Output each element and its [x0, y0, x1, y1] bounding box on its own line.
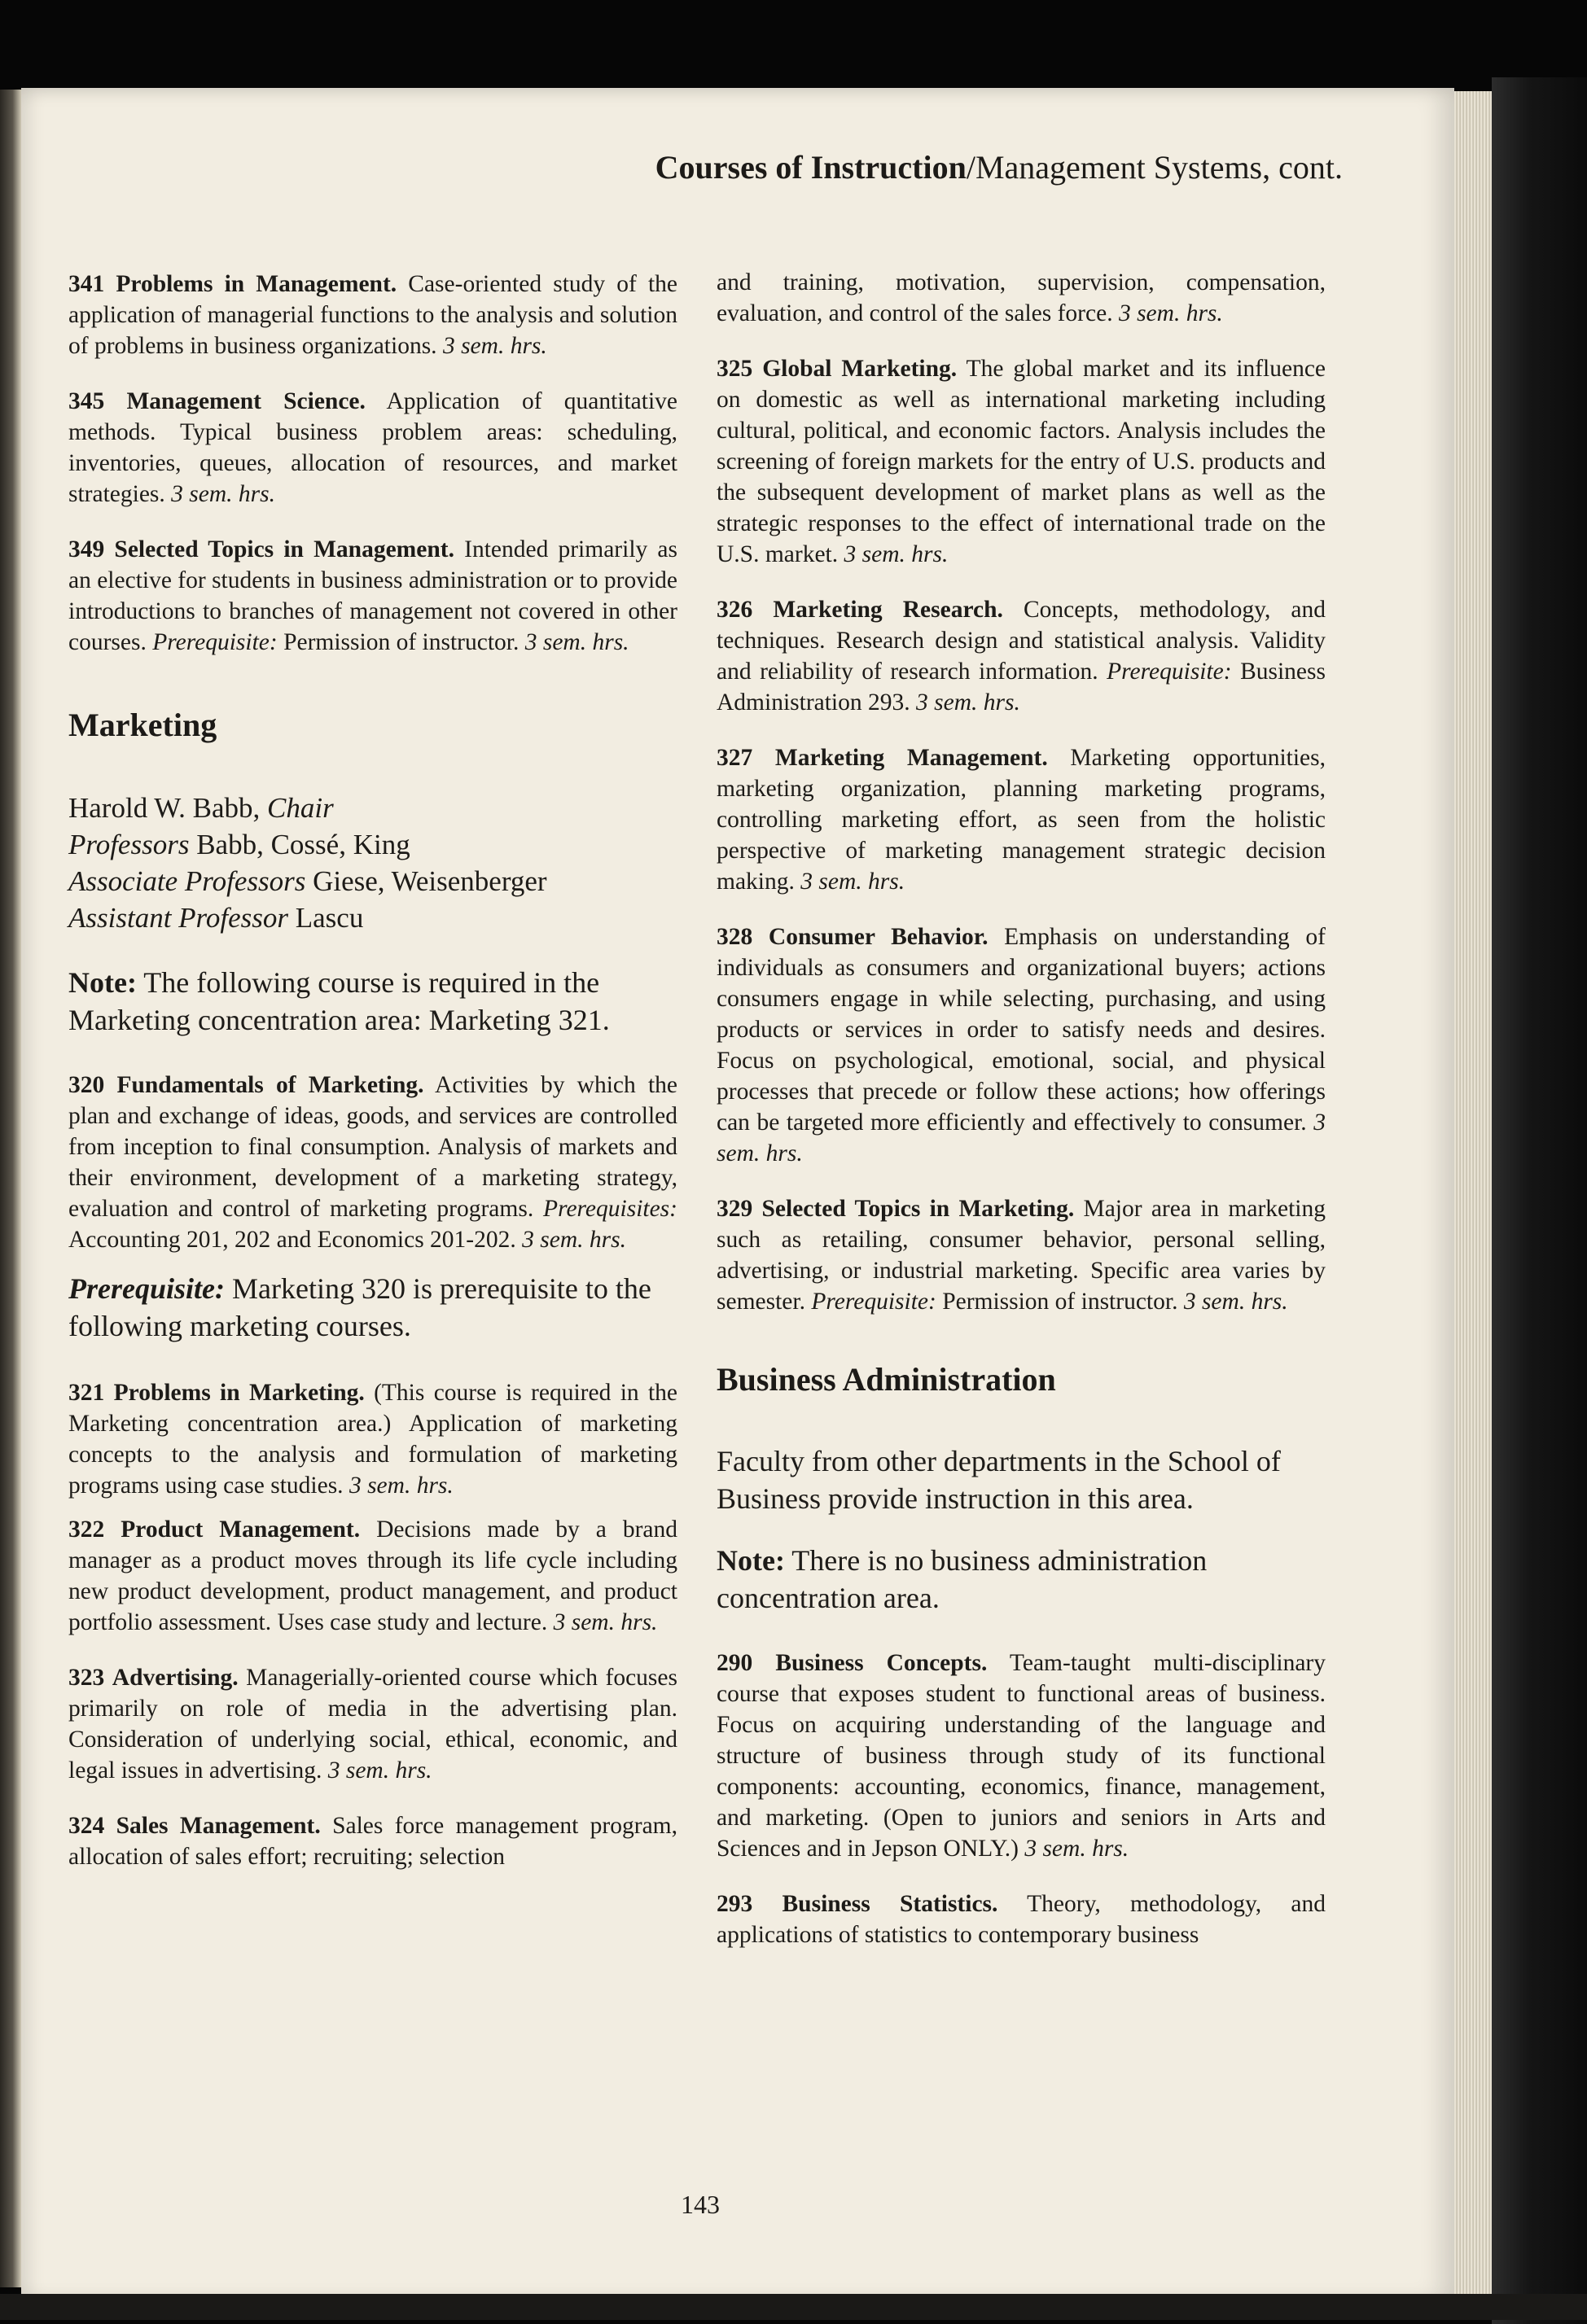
course-number: 328 — [717, 924, 753, 950]
course-description: Case-oriented study of the application of managerial functions to the analysis and solution of problems in business organizations. — [68, 271, 677, 359]
business-note — [717, 1542, 1326, 1617]
prereq-text: Marketing 320 is prerequisite to the following marketing courses. — [68, 1272, 651, 1342]
faculty-associate — [68, 863, 677, 899]
course-328 — [717, 921, 1326, 1169]
chair-name: Harold W. Babb, — [68, 792, 268, 824]
note-text: There is no business administration concentration area. — [717, 1544, 1208, 1614]
course-hours: 3 sem. hrs. — [844, 541, 949, 567]
faculty-assistant — [68, 899, 677, 936]
marketing-note — [68, 964, 677, 1039]
course-327 — [717, 742, 1326, 897]
prerequisite-label: Prerequisite: — [1107, 659, 1232, 685]
course-description: The global market and its influence on domestic as well as international marketing including cultural, political, and economic factors. Analysis includes the screening of foreign markets for the entry of U.S. products and the subsequent development of market plans as well as the strategic responses to the effect of international trade on the U.S. market. — [717, 356, 1326, 567]
course-number: 322 — [68, 1517, 105, 1543]
course-title: Sales Management. — [116, 1813, 321, 1839]
associate-title: Associate Professors — [68, 865, 306, 897]
course-320 — [68, 1070, 677, 1255]
bottom-shadow — [0, 2294, 1587, 2320]
course-329 — [717, 1193, 1326, 1317]
course-title: Problems in Marketing. — [113, 1380, 365, 1406]
course-description-cont: Accounting 201, 202 and Economics 201-202. — [68, 1227, 523, 1253]
assistant-title: Assistant Professor — [68, 902, 288, 934]
right-column — [717, 267, 1326, 1975]
course-324 — [68, 1810, 677, 1872]
course-hours: 3 sem. hrs. — [1183, 1289, 1288, 1315]
course-number: 321 — [68, 1380, 105, 1406]
course-title: Global Marketing. — [762, 356, 958, 382]
course-description: Application of quantitative methods. Typical business problem areas: scheduling, inventories, queues, allocation of resources, and market strategies. — [68, 388, 677, 507]
course-hours: 3 sem. hrs. — [916, 689, 1020, 716]
professors-title: Professors — [68, 829, 190, 860]
book-left-edge — [0, 90, 21, 2287]
course-title: Selected Topics in Marketing. — [761, 1196, 1075, 1222]
course-title: Fundamentals of Marketing. — [116, 1072, 424, 1098]
course-description: (This course is required in the Marketing concentration area.) Application of marketing concepts to the analysis and formulation of marketing programs using case studies. — [68, 1380, 678, 1499]
course-description: Marketing opportunities, marketing organization, planning marketing programs, controlling marketing effort, as seen from the holistic perspective of marketing management strategic decision making. — [717, 745, 1326, 895]
course-title: Advertising. — [112, 1665, 239, 1691]
course-description: Team-taught multi-disciplinary course that exposes student to functional areas of business. Focus on acquiring understanding of the language and structure of business through study of its functional components: accounting, economics, finance, management, and marketing. (Open to juniors and seniors in Arts and Sciences and in Jepson ONLY.) — [717, 1650, 1326, 1862]
course-description-cont: Business Administration 293. — [717, 659, 1326, 716]
left-column — [68, 269, 677, 1897]
marketing-prerequisite-note — [68, 1270, 677, 1345]
course-hours: 3 sem. hrs. — [1118, 300, 1223, 326]
business-intro: Faculty from other departments in the School of Business provide instruction in this area. — [717, 1445, 1281, 1515]
course-hours: 3 sem. hrs. — [171, 481, 275, 507]
book-cover-edge — [1492, 77, 1587, 2324]
course-title: Business Concepts. — [775, 1650, 988, 1676]
course-number: 320 — [68, 1072, 105, 1098]
course-title: Selected Topics in Management. — [114, 536, 454, 562]
course-345 — [68, 386, 677, 510]
page-number: 143 — [681, 2190, 720, 2219]
course-hours: 3 sem. hrs. — [553, 1609, 658, 1635]
course-hours: 3 sem. hrs. — [717, 1109, 1326, 1166]
course-title: Product Management. — [121, 1517, 361, 1543]
running-header — [366, 148, 1343, 186]
page-stack-edge — [1454, 91, 1493, 2301]
course-325 — [717, 353, 1326, 570]
course-description: Intended primarily as an elective for students in business administration or to provide introductions to branches of management not covered in other courses. — [68, 536, 678, 655]
course-hours: 3 sem. hrs. — [522, 1227, 626, 1253]
course-290 — [717, 1648, 1326, 1864]
faculty-professors — [68, 826, 677, 863]
course-description: Theory, methodology, and applications of statistics to contemporary business — [717, 1891, 1326, 1948]
course-number: 329 — [717, 1196, 753, 1222]
chair-title: Chair — [267, 792, 334, 824]
course-323 — [68, 1662, 677, 1786]
course-title: Business Statistics. — [782, 1891, 998, 1917]
faculty-list — [68, 790, 677, 936]
header-rest: /Management Systems, cont. — [966, 149, 1343, 186]
course-description-cont: Permission of instructor. — [277, 629, 525, 655]
course-293 — [717, 1889, 1326, 1950]
note-label: Note: — [68, 966, 137, 999]
course-hours: 3 sem. hrs. — [1024, 1836, 1129, 1862]
note-text: The following course is required in the Marketing concentration area: Marketing 321. — [68, 966, 610, 1036]
section-heading-marketing: Marketing — [68, 707, 217, 743]
course-341 — [68, 269, 677, 361]
course-number: 293 — [717, 1891, 753, 1917]
course-number: 324 — [68, 1813, 105, 1839]
course-349 — [68, 534, 677, 658]
course-description: Major area in marketing such as retailing, consumer behavior, personal selling, advertising, or industrial marketing. Specific area varies by semester. — [717, 1196, 1326, 1315]
course-title: Problems in Management. — [116, 271, 397, 297]
course-title: Consumer Behavior. — [768, 924, 989, 950]
professors-names: Babb, Cossé, King — [189, 829, 410, 860]
course-number: 349 — [68, 536, 105, 562]
course-title: Marketing Management. — [774, 745, 1048, 771]
assistant-names: Lascu — [288, 902, 364, 934]
course-number: 325 — [717, 356, 753, 382]
course-hours: 3 sem. hrs. — [524, 629, 629, 655]
associate-names: Giese, Weisenberger — [305, 865, 547, 897]
course-number: 326 — [717, 597, 753, 623]
course-hours: 3 sem. hrs. — [349, 1473, 454, 1499]
course-hours: 3 sem. hrs. — [442, 333, 547, 359]
prerequisite-label: Prerequisites: — [543, 1196, 677, 1222]
course-326 — [717, 594, 1326, 718]
course-322 — [68, 1514, 677, 1638]
course-title: Management Science. — [126, 388, 366, 414]
course-number: 323 — [68, 1665, 105, 1691]
course-number: 327 — [717, 745, 753, 771]
course-description: Activities by which the plan and exchange of ideas, goods, and services are controlled from inception to final consumption. Analysis of markets and their environment, development of a marketing strategy, evaluation and control of marketing programs. — [68, 1072, 677, 1222]
course-324-continued — [717, 267, 1326, 329]
header-bold: Courses of Instruction — [655, 149, 967, 186]
course-hours: 3 sem. hrs. — [327, 1757, 432, 1783]
course-description: Concepts, methodology, and techniques. Research design and statistical analysis. Validity and reliability of research information. — [717, 597, 1326, 685]
faculty-chair — [68, 790, 677, 826]
course-title: Marketing Research. — [773, 597, 1003, 623]
course-description: Decisions made by a brand manager as a product moves through its life cycle including new product development, product management, and product portfolio assessment. Uses case study and lecture. — [68, 1517, 677, 1635]
course-description-cont: Permission of instructor. — [936, 1289, 1184, 1315]
prerequisite-label: Prerequisite: — [811, 1289, 936, 1315]
course-description: Sales force management program, allocation of sales effort; recruiting; selection — [68, 1813, 677, 1870]
course-description: Managerially-oriented course which focuses primarily on role of media in the advertising plan. Consideration of underlying social, ethical, economic, and legal issues in advertising. — [68, 1665, 677, 1783]
section-heading-business-administration: Business Administration — [717, 1361, 1056, 1398]
course-number: 290 — [717, 1650, 753, 1676]
course-hours: 3 sem. hrs. — [800, 869, 905, 895]
course-description: and training, motivation, supervision, compensation, evaluation, and control of the sales force. — [717, 269, 1326, 326]
prerequisite-label: Prerequisite: — [152, 629, 278, 655]
course-321 — [68, 1377, 677, 1501]
course-number: 345 — [68, 388, 105, 414]
course-number: 341 — [68, 271, 105, 297]
prereq-label: Prerequisite: — [68, 1272, 225, 1305]
course-description: Emphasis on understanding of individuals as consumers and organizational buyers; actions consumers engage in while selecting, purchasing, and using products or services in order to satisfy needs and desires. Focus on psychological, emotional, social, and physical processes that precede or follow these actions; how offerings can be targeted more efficiently and effectively to consumer. — [717, 924, 1326, 1136]
note-label: Note: — [717, 1544, 785, 1577]
